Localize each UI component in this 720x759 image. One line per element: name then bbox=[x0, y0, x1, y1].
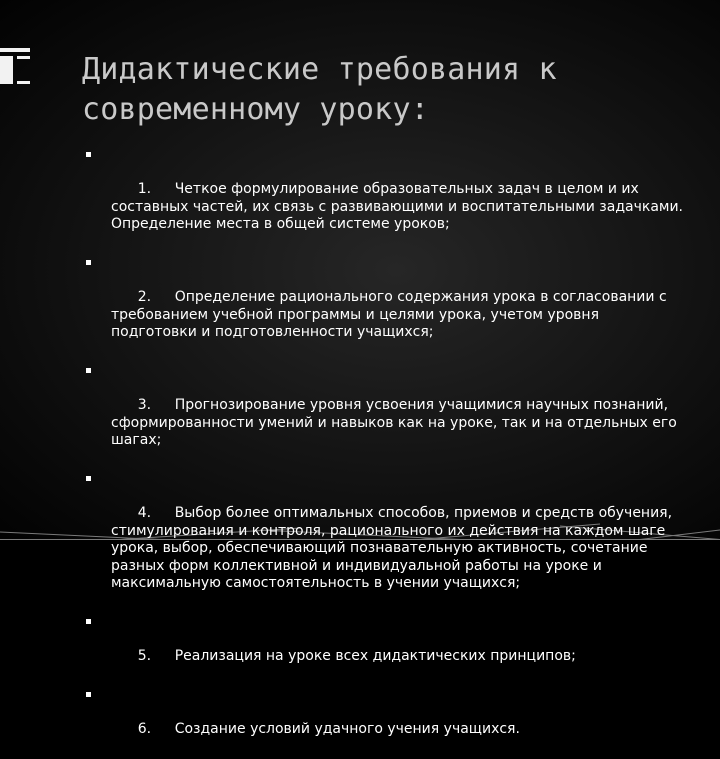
item-number: 2. bbox=[137, 289, 152, 305]
item-number: 1. bbox=[137, 181, 152, 197]
item-text: Реализация на уроке всех дидактических принципов; bbox=[174, 648, 576, 664]
bullet-icon bbox=[86, 260, 91, 265]
bullet-icon bbox=[86, 692, 91, 697]
item-text: Создание условий удачного учения учащихся. bbox=[174, 721, 520, 737]
item-text: Выбор более оптимальных способов, приемов и средств обучения, стимулирования и контроля, рационального их действия на каждом шаге урока, выбор, обеспечивающий познавательную активность, сочетание разных форм коллективной и индивидуальной работы на уроке и максимальную самостоятельность в учении учащихся; bbox=[111, 505, 677, 591]
item-number: 5. bbox=[137, 648, 152, 664]
bullet-icon bbox=[86, 368, 91, 373]
item-text: Определение рационального содержания урока в согласовании с требованием учебной программы и целями урока, учетом уровня подготовки и подготовленности учащихся; bbox=[111, 289, 672, 340]
list-item bbox=[86, 686, 686, 756]
slide-title bbox=[82, 50, 682, 130]
list-item bbox=[86, 362, 686, 467]
bullet-icon bbox=[86, 152, 91, 157]
list-item bbox=[86, 470, 686, 610]
list-item bbox=[86, 254, 686, 359]
decorative-bars bbox=[0, 48, 30, 86]
item-number: 6. bbox=[137, 721, 152, 737]
item-text: Прогнозирование уровня усвоения учащимися научных познаний, сформированности умений и навыков как на уроке, так и на отдельных его шагах; bbox=[111, 397, 682, 448]
title-line-2: современному уроку: bbox=[82, 92, 429, 127]
requirements-list bbox=[86, 146, 686, 759]
bullet-icon bbox=[86, 619, 91, 624]
title-line-1: Дидактические требования к bbox=[82, 52, 557, 87]
item-number: 4. bbox=[137, 505, 152, 521]
list-item bbox=[86, 146, 686, 251]
bullet-icon bbox=[86, 476, 91, 481]
item-number: 3. bbox=[137, 397, 152, 413]
item-text: Четкое формулирование образовательных задач в целом и их составных частей, их связь с развивающими и воспитательными задачками. Определение места в общей системе уроков; bbox=[111, 181, 688, 232]
list-item bbox=[86, 613, 686, 683]
